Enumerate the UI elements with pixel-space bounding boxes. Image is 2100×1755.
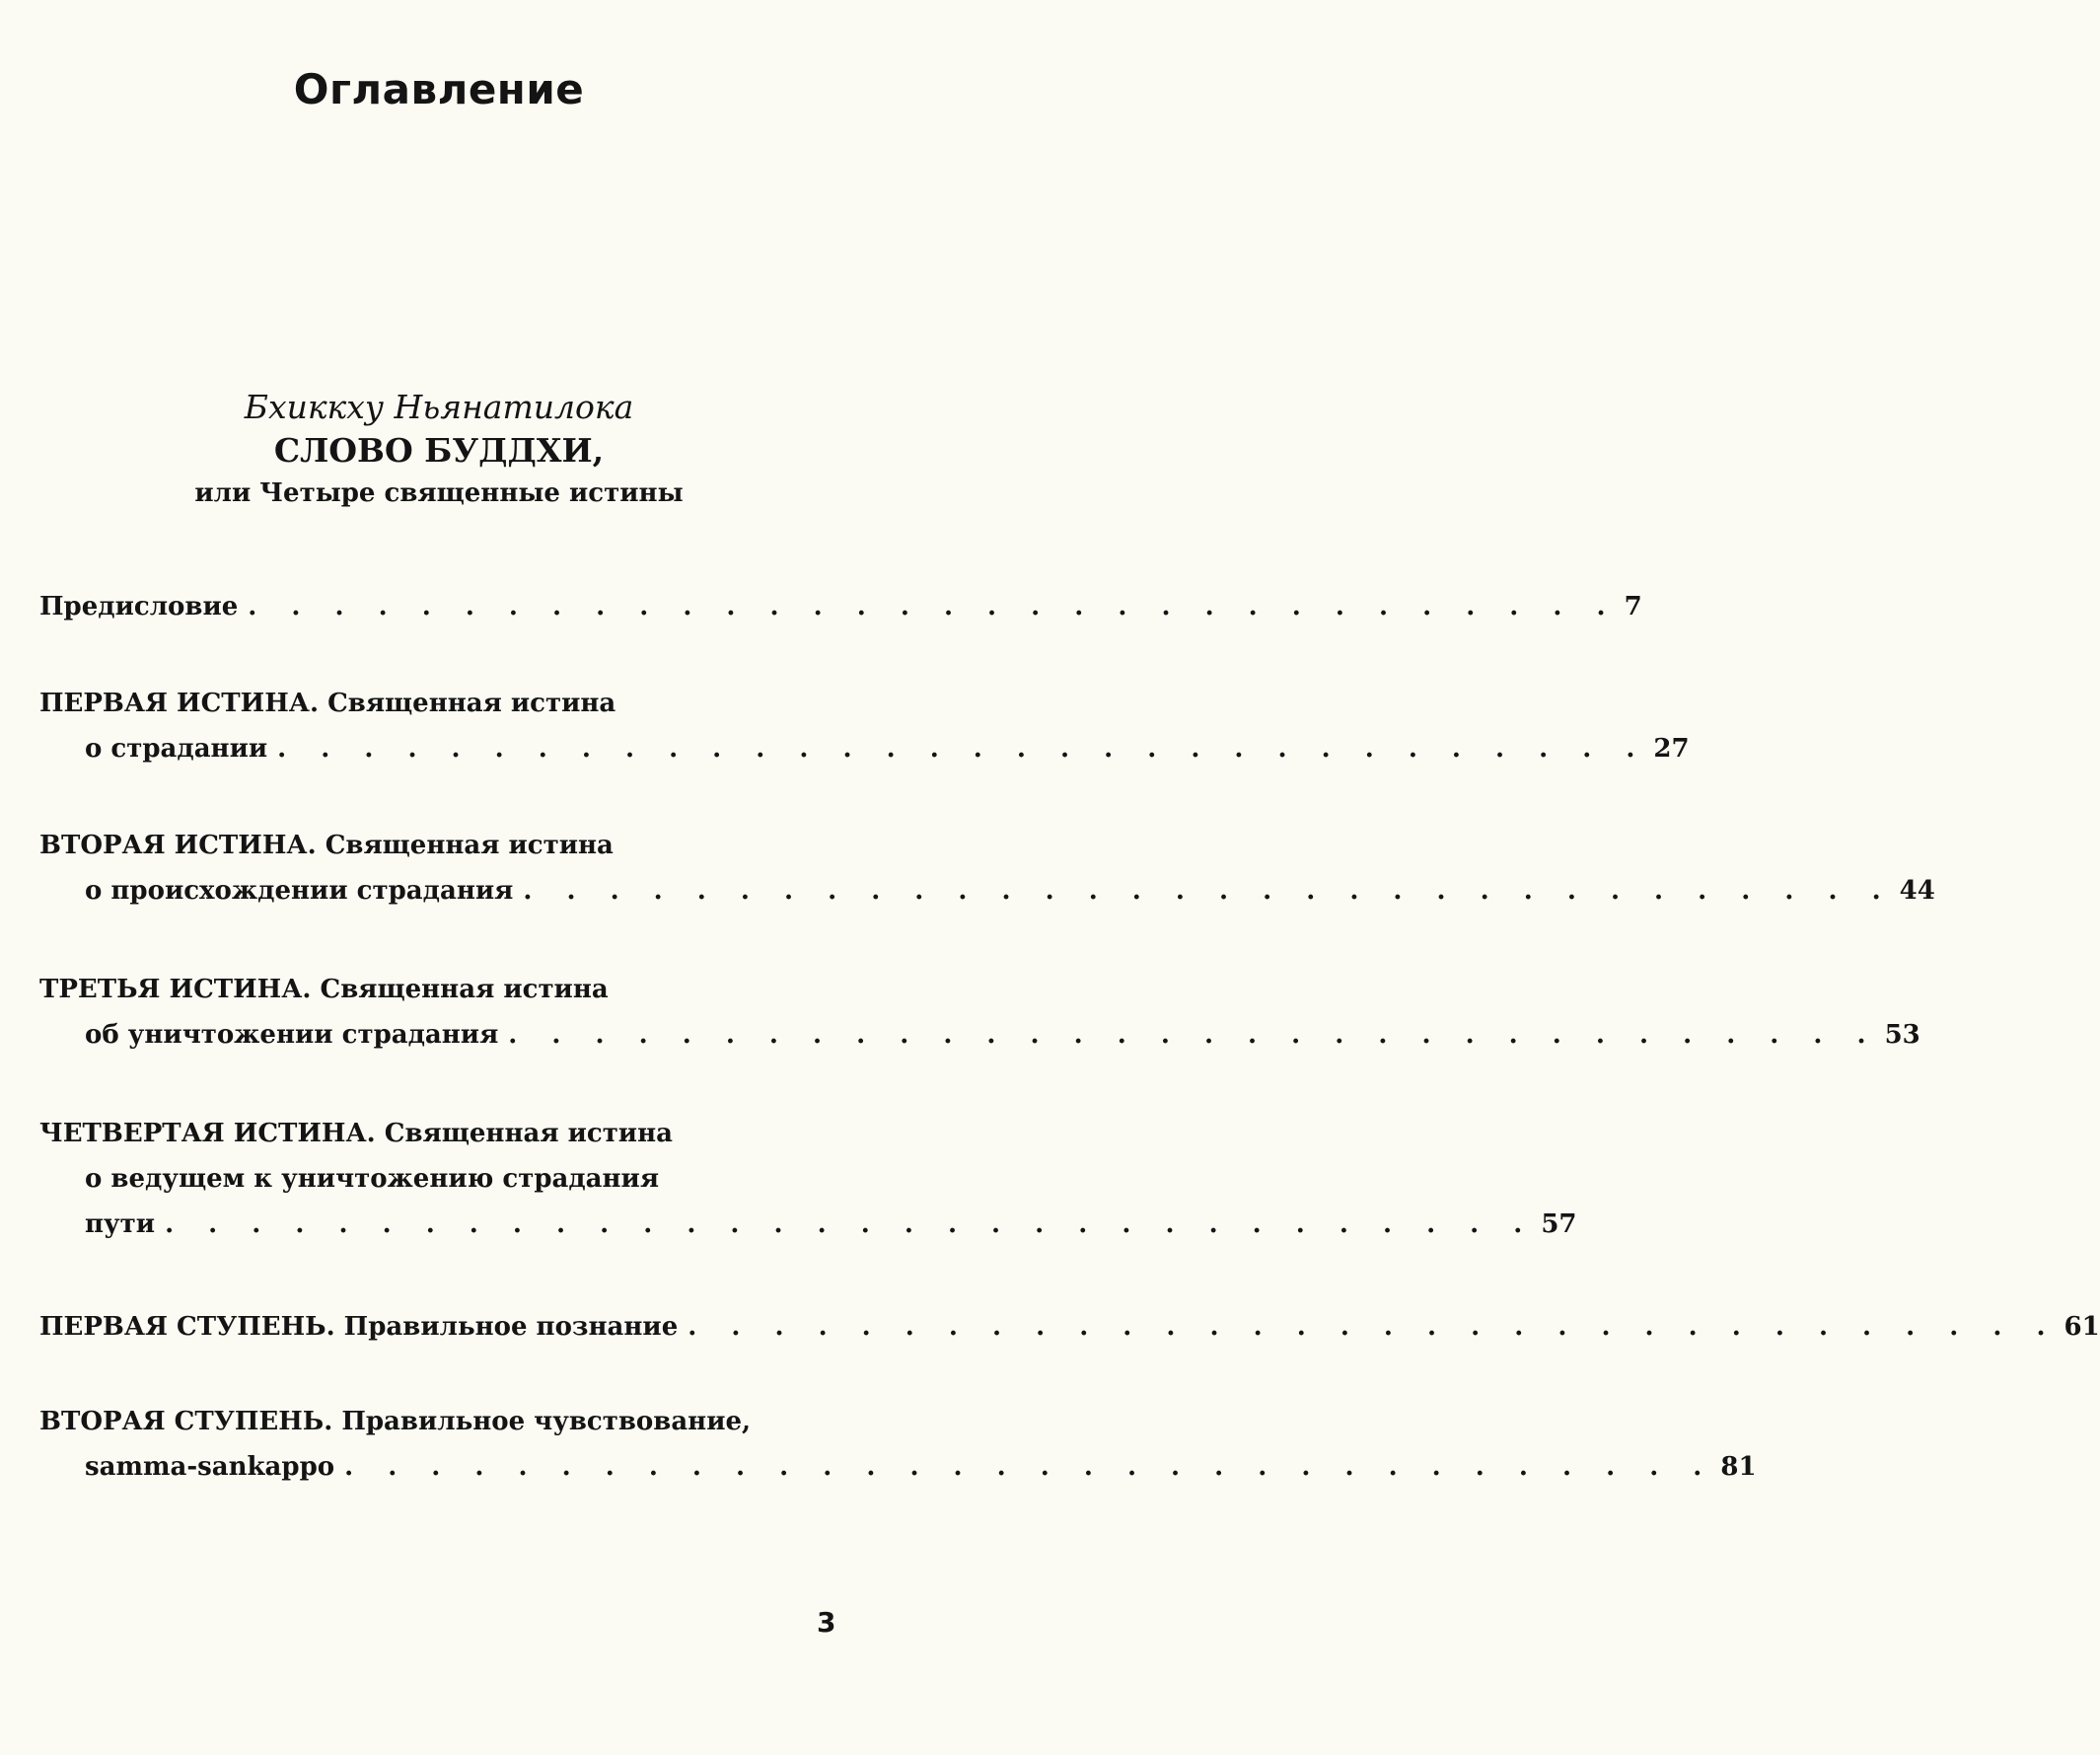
dot-leader: . . . . . . . . . . . . . . . . . . . . . . . . . . . . . . . . <box>508 1020 1879 1050</box>
toc-entry-third-truth[interactable] <box>39 967 1920 1058</box>
toc-entry-second-step[interactable] <box>39 1399 1757 1490</box>
toc-entry-page: 53 <box>1884 1020 1920 1050</box>
toc-entry-first-truth[interactable] <box>39 681 1690 771</box>
page-title: Оглавление <box>293 65 585 113</box>
book-subtitle: или Четыре священные истины <box>194 478 684 508</box>
toc-entry-title: ТРЕТЬЯ ИСТИНА. Священная истина <box>39 975 609 1004</box>
toc-entry-title: Предисловие <box>39 592 239 622</box>
toc-entry-first-step[interactable] <box>39 1304 2100 1350</box>
toc-entry-page: 44 <box>1899 876 1935 906</box>
toc-entry-title: ПЕРВАЯ СТУПЕНЬ. Правильное познание <box>39 1312 679 1342</box>
toc-entry-page: 61 <box>2064 1312 2100 1342</box>
toc-entry-title-cont: об уничтожении страдания <box>85 1020 499 1050</box>
dot-leader: . . . . . . . . . . . . . . . . . . . . . . . . . . . . . . . . <box>165 1209 1536 1239</box>
book-header <box>0 387 878 513</box>
toc-entry-title: ПЕРВАЯ ИСТИНА. Священная истина <box>39 689 616 718</box>
page-number: 3 <box>817 1606 836 1639</box>
toc-entry-title: ВТОРАЯ СТУПЕНЬ. Правильное чувствование, <box>39 1407 752 1436</box>
toc-entry-second-truth[interactable] <box>39 823 1935 914</box>
dot-leader: . . . . . . . . . . . . . . . . . . . . . . . . . . . . . . . . <box>688 1312 2059 1342</box>
toc-entry-page: 57 <box>1541 1209 1577 1239</box>
toc-entry-title-cont: о ведущем к уничтожению страдания <box>85 1164 660 1194</box>
toc-entry-title-cont: пути <box>85 1209 156 1239</box>
toc-entry-page: 7 <box>1624 592 1642 622</box>
toc-entry-page: 81 <box>1720 1452 1757 1482</box>
book-author: Бхиккху Ньянатилока <box>244 388 634 426</box>
toc-entry-fourth-truth[interactable] <box>39 1111 1577 1247</box>
toc-entry-title: ЧЕТВЕРТАЯ ИСТИНА. Священная истина <box>39 1119 673 1148</box>
toc-entry-page: 27 <box>1653 734 1690 764</box>
toc-entry-title-cont: samma-sankappo <box>85 1452 335 1482</box>
toc-entry-preface[interactable] <box>39 584 1642 629</box>
dot-leader: . . . . . . . . . . . . . . . . . . . . . . . . . . . . . . . . <box>523 876 1894 906</box>
dot-leader: . . . . . . . . . . . . . . . . . . . . . . . . . . . . . . . . <box>277 734 1648 764</box>
toc-entry-title-cont: о происхождении страдания <box>85 876 514 906</box>
dot-leader: . . . . . . . . . . . . . . . . . . . . . . . . . . . . . . . . <box>248 592 1619 622</box>
toc-entry-title-cont: о страдании <box>85 734 268 764</box>
dot-leader: . . . . . . . . . . . . . . . . . . . . . . . . . . . . . . . . <box>344 1452 1715 1482</box>
toc-entry-title: ВТОРАЯ ИСТИНА. Священная истина <box>39 831 614 860</box>
book-title: СЛОВО БУДДХИ, <box>273 431 605 470</box>
